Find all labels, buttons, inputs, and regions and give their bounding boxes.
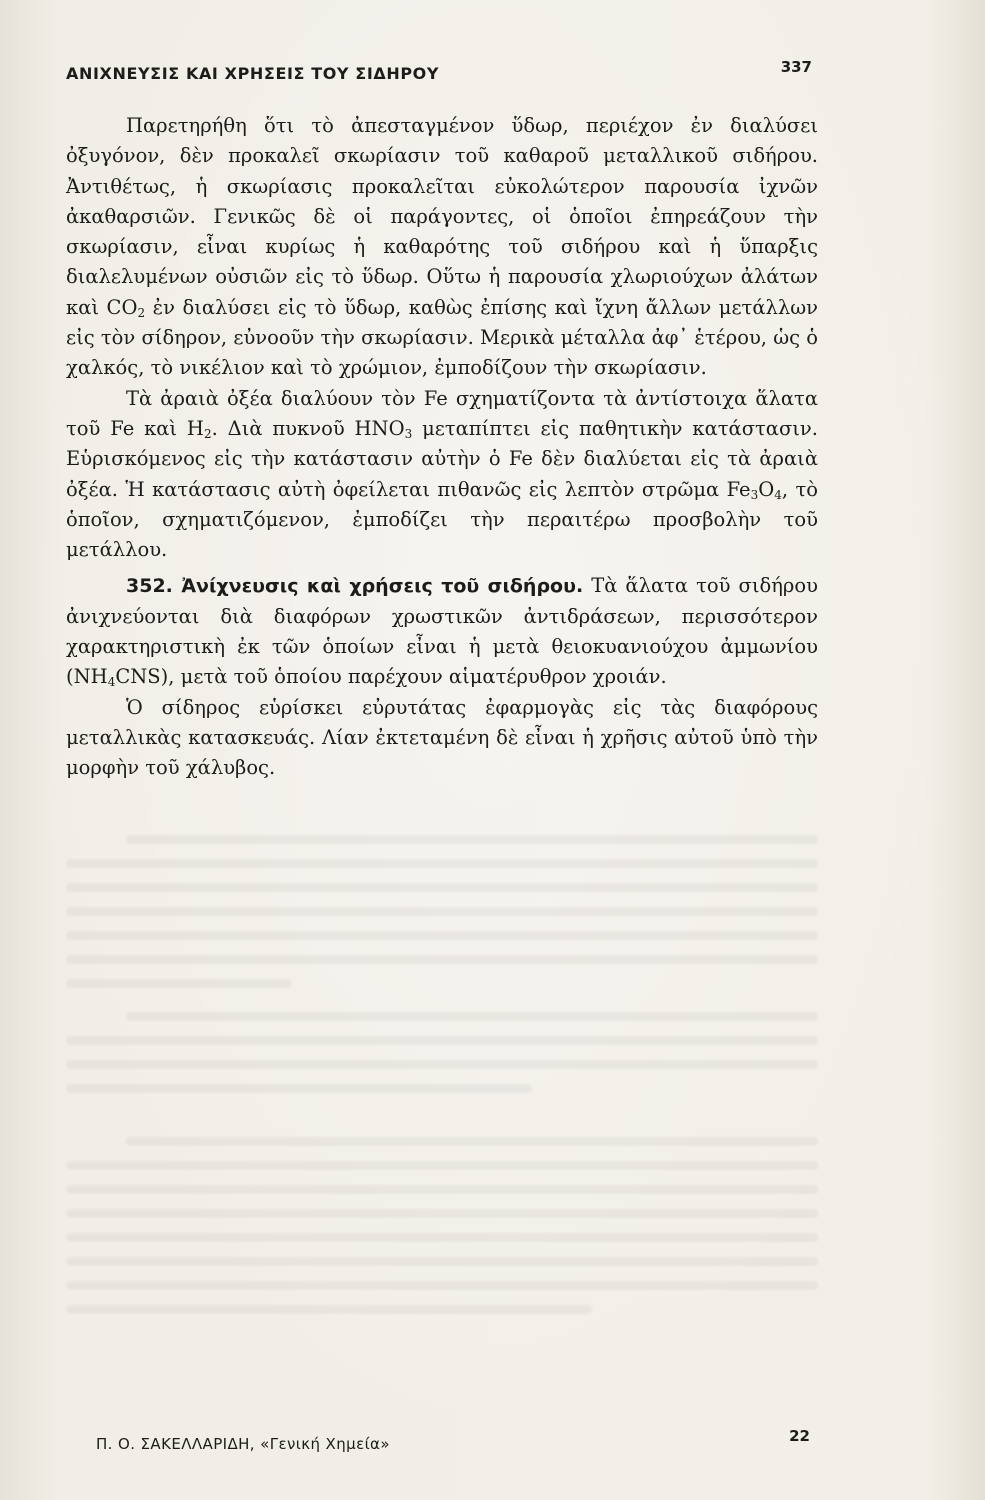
section-heading: 352. Ἀνίχνευσις καὶ χρήσεις τοῦ σιδήρου. [126, 575, 584, 598]
paragraph-corrosion-text: Παρετηρήθη ὅτι τὸ ἀπεσταγμένον ὕδωρ, περιέχον ἐν διαλύσει ὀξυγόνον, δὲν προκαλεῖ σκωρίασιν τοῦ καθαροῦ μεταλλικοῦ σιδήρου. Ἀντιθέτως, ἡ σκωρίασις προκαλεῖται εὐκολώτερον παρουσία ἰχνῶν ἀκαθαρσιῶν. Γενικῶς δὲ οἱ παράγοντες, οἱ ὁποῖοι ἐπηρεάζουν τὴν σκωρίασιν, εἶναι κυρίως ἡ καθαρότης τοῦ σιδήρου καὶ ἡ ὕπαρξις διαλελυμένων οὐσιῶν εἰς τὸ ὕδωρ. Οὕτω ἡ παρουσία χλωριούχων ἀλάτων καὶ [66, 114, 818, 319]
formula-co2: $CO_2$ [106, 295, 146, 320]
paragraph-corrosion [66, 111, 818, 384]
paragraph-corrosion-tail: ἐν διαλύσει εἰς τὸ ὕδωρ, καθὼς ἐπίσης καὶ ἴχνη ἄλλων μετάλλων εἰς τὸν σίδηρον, εὐνοοῦν τὴν σκωρίασιν. Μερικὰ μέταλλα ἀφ᾽ ἑτέρου, ὡς ὁ χαλκός, τὸ νικέλιον καὶ τὸ χρώμιον, ἐμποδίζουν τὴν σκωρίασιν. [66, 295, 818, 380]
running-title: ΑΝΙΧΝΕΥΣΙΣ ΚΑΙ ΧΡΗΣΕΙΣ ΤΟΥ ΣΙΔΗΡΟΥ [66, 64, 440, 83]
subscript-h2: 2 [203, 426, 212, 441]
paragraph-uses: Ὁ σίδηρος εὑρίσκει εὐρυτάτας ἐφαρμογὰς εἰς τὰς διαφόρους μεταλλικὰς κατασκευάς. Λίαν ἐκτεταμένη δὲ εἶναι ἡ χρῆσις αὐτοῦ ὑπὸ τὴν μορφὴν τοῦ χάλυβος. [66, 695, 818, 780]
paragraph-acids: Τὰ ἀραιὰ ὀξέα διαλύουν τὸν Fe σχηματίζοντα τὰ ἀντίστοιχα ἅλατα τοῦ Fe καὶ $H_2$. Διὰ πυκνοῦ $HNO_3$ μεταπίπτει εἰς παθητικὴν κατάστασιν. Εὑρισκόμενος εἰς τὴν κατάστασιν αὐτὴν ὁ Fe δὲν διαλύεται εἰς τὰ ἀραιὰ ὀξέα. Ἡ κατάστασις αὐτὴ ὀφείλεται πιθανῶς εἰς λεπτὸν στρῶμα $Fe_3O_4$, τὸ ὁποῖον, σχηματιζόμενον, ἐμποδίζει τὴν περαιτέρω προσβολὴν τοῦ μετάλλου. [66, 386, 819, 562]
running-header [66, 58, 822, 90]
signature-mark: 22 [789, 1427, 810, 1445]
subscript-fe3: 3 [750, 487, 759, 502]
subscript-nh4: 4 [107, 675, 116, 690]
page-number: 337 [780, 58, 812, 76]
footer-author-title: Π. Ο. ΣΑΚΕΛΛΑΡΙΔΗ, «Γενική Χημεία» [96, 1435, 390, 1453]
show-through-texture [66, 820, 818, 1340]
subscript-o4: 4 [774, 487, 782, 502]
text-body [66, 111, 818, 784]
running-footer [96, 1427, 810, 1463]
paragraph-detection: 352. Ἀνίχνευσις καὶ χρήσεις τοῦ σιδήρου. Τὰ ἅλατα τοῦ σιδήρου ἀνιχνεύονται διὰ διαφόρων χρωστικῶν ἀντιδράσεων, περισσότερον χαρακτηριστικὴ ἐκ τῶν ὁποίων εἶναι ἡ μετὰ θειοκυανιούχου ἀμμωνίου $(NH_4CNS)$, μετὰ τοῦ ὁποίου παρέχουν αἱματέρυθρον χροιάν. [66, 574, 818, 690]
subscript-hno3: 3 [404, 426, 413, 441]
